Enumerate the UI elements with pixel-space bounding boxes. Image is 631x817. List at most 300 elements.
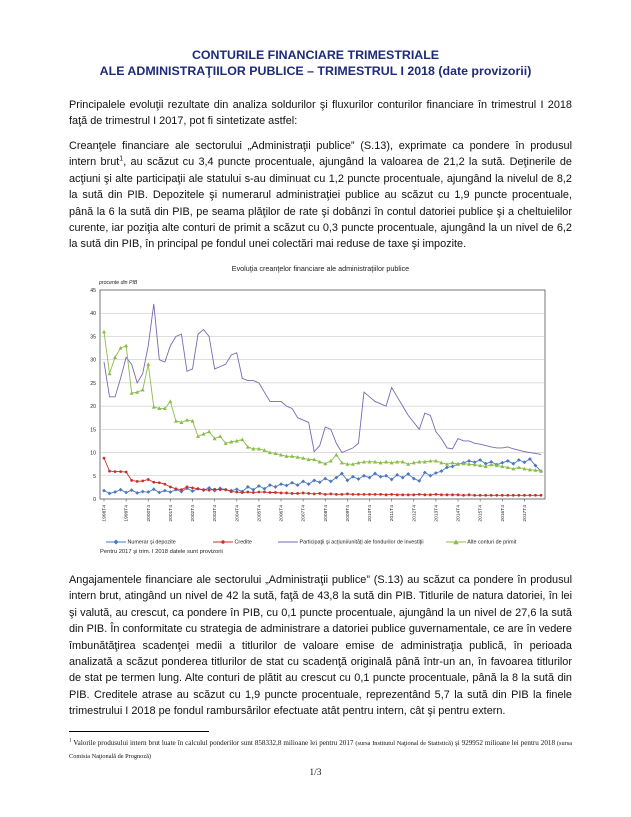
data-point-other bbox=[340, 461, 344, 465]
data-point-other bbox=[345, 462, 349, 466]
data-point-deposits bbox=[395, 473, 399, 477]
data-point-deposits bbox=[263, 487, 267, 491]
data-point-credits bbox=[473, 494, 476, 497]
data-point-credits bbox=[484, 494, 487, 497]
data-point-other bbox=[168, 399, 172, 403]
paragraph-receivables bbox=[69, 138, 572, 253]
data-point-other bbox=[240, 437, 244, 441]
legend-label-deposits: Numerar şi depozite bbox=[127, 539, 176, 546]
data-point-other bbox=[102, 330, 106, 334]
data-point-other bbox=[423, 460, 427, 464]
data-point-credits bbox=[114, 470, 117, 473]
data-point-credits bbox=[263, 491, 266, 494]
data-point-deposits bbox=[462, 461, 466, 465]
data-point-credits bbox=[352, 493, 355, 496]
y-tick-label: 30 bbox=[90, 357, 96, 364]
data-point-other bbox=[141, 388, 145, 392]
data-point-deposits bbox=[290, 481, 294, 485]
data-point-credits bbox=[390, 493, 393, 496]
data-point-other bbox=[207, 430, 211, 434]
data-point-credits bbox=[136, 480, 139, 483]
data-point-deposits bbox=[517, 458, 521, 462]
data-point-credits bbox=[329, 492, 332, 495]
data-point-other bbox=[196, 434, 200, 438]
data-point-deposits bbox=[340, 472, 344, 476]
data-point-deposits bbox=[329, 479, 333, 483]
data-point-other bbox=[506, 465, 510, 469]
data-point-other bbox=[489, 463, 493, 467]
legend-item-deposits bbox=[106, 539, 176, 545]
data-point-deposits bbox=[539, 469, 543, 473]
data-point-credits bbox=[163, 483, 166, 486]
data-point-credits bbox=[412, 493, 415, 496]
data-point-other bbox=[406, 462, 410, 466]
data-point-credits bbox=[274, 491, 277, 494]
data-point-other bbox=[484, 464, 488, 468]
data-point-deposits bbox=[401, 476, 405, 480]
data-point-deposits bbox=[229, 489, 233, 493]
data-point-deposits bbox=[102, 489, 106, 493]
data-point-credits bbox=[219, 488, 222, 491]
data-point-deposits bbox=[163, 489, 167, 493]
data-point-other bbox=[224, 441, 228, 445]
data-point-credits bbox=[418, 493, 421, 496]
data-point-deposits bbox=[141, 490, 145, 494]
data-point-other bbox=[462, 462, 466, 466]
data-point-other bbox=[285, 454, 289, 458]
data-point-deposits bbox=[440, 469, 444, 473]
data-point-credits bbox=[423, 493, 426, 496]
data-point-credits bbox=[152, 481, 155, 484]
x-tick-label: 2008T4 bbox=[323, 505, 329, 522]
data-point-other bbox=[251, 447, 255, 451]
data-point-deposits bbox=[451, 465, 455, 469]
data-point-credits bbox=[396, 493, 399, 496]
data-point-deposits bbox=[489, 460, 493, 464]
legend-swatch-credits bbox=[213, 539, 233, 545]
data-point-other bbox=[191, 419, 195, 423]
x-tick-label: 1998T4 bbox=[102, 505, 108, 522]
data-point-deposits bbox=[434, 471, 438, 475]
x-tick-label: 2012T4 bbox=[412, 505, 418, 522]
data-point-deposits bbox=[191, 489, 195, 493]
data-point-credits bbox=[529, 494, 532, 497]
data-point-deposits bbox=[202, 488, 206, 492]
data-point-other bbox=[528, 468, 532, 472]
data-point-other bbox=[124, 344, 128, 348]
data-point-other bbox=[445, 462, 449, 466]
data-point-deposits bbox=[124, 491, 128, 495]
data-point-other bbox=[533, 468, 537, 472]
data-point-deposits bbox=[334, 476, 338, 480]
data-point-other bbox=[290, 454, 294, 458]
data-point-other bbox=[495, 463, 499, 467]
data-point-credits bbox=[357, 493, 360, 496]
legend-swatch-deposits bbox=[106, 539, 126, 545]
y-tick-label: 5 bbox=[93, 473, 96, 480]
footnote-text-a: Valorile produsului intern brut luate în calculul ponderilor sunt 858332,8 milioane lei pentru 2017 bbox=[73, 739, 356, 747]
data-point-deposits bbox=[113, 490, 117, 494]
data-point-other bbox=[379, 461, 383, 465]
footnote-marker: 1 bbox=[69, 738, 72, 744]
x-tick-label: 2007T4 bbox=[301, 505, 307, 522]
data-point-deposits bbox=[296, 483, 300, 487]
data-point-credits bbox=[324, 493, 327, 496]
data-point-deposits bbox=[456, 462, 460, 466]
x-tick-label: 2011T4 bbox=[390, 505, 396, 522]
legend-swatch-other bbox=[446, 539, 466, 545]
paragraph-receivables-b: , au scăzut cu 3,4 puncte procentuale, ajungând la valoarea de 21,2 la sută. Deţinerile de acţiuni şi alte participaţii ale statului s-au diminuat cu 1,2 puncte procentuale, ajungând la nivelul de 8,2 la sută din PIB. Depozitele şi numerarul administraţiei publice au scăzut cu 1,9 puncte procentuale, până la 6 la sută din PIB, pe seama plăţilor de rate şi dobânzi în contul datoriei publice şi a cheltuielilor curente, iar poziţia alte conturi de primit a scăzut cu 0,3 puncte procentuale, ajungând la un nivel de 6,2 la sută din PIB, în principal pe fondul unei colectări mai reduse de taxe şi impozite. bbox=[69, 156, 572, 251]
data-point-deposits bbox=[379, 475, 383, 479]
data-point-credits bbox=[213, 488, 216, 491]
data-point-other bbox=[373, 460, 377, 464]
footnote-ref: 1 bbox=[119, 155, 124, 163]
data-point-credits bbox=[374, 493, 377, 496]
data-point-deposits bbox=[307, 482, 311, 486]
x-tick-label: 2015T4 bbox=[478, 505, 484, 522]
y-tick-label: 10 bbox=[90, 450, 96, 457]
data-point-credits bbox=[429, 493, 432, 496]
chart-title: Evoluţia creanţelor financiare ale administraţiilor publice bbox=[231, 264, 410, 273]
data-point-other bbox=[356, 461, 360, 465]
data-point-other bbox=[235, 439, 239, 443]
data-point-credits bbox=[158, 481, 161, 484]
y-axis-label: procente din PIB bbox=[99, 280, 138, 286]
data-point-other bbox=[434, 459, 438, 463]
data-point-deposits bbox=[323, 477, 327, 481]
data-point-deposits bbox=[406, 472, 410, 476]
data-point-credits bbox=[495, 494, 498, 497]
data-point-credits bbox=[103, 457, 106, 460]
data-point-other bbox=[312, 457, 316, 461]
data-point-credits bbox=[246, 491, 249, 494]
data-point-deposits bbox=[246, 485, 250, 489]
data-point-deposits bbox=[351, 475, 355, 479]
data-point-other bbox=[323, 462, 327, 466]
data-point-other bbox=[412, 461, 416, 465]
data-point-other bbox=[246, 445, 250, 449]
chart-legend bbox=[100, 539, 560, 547]
data-point-other bbox=[539, 469, 543, 473]
data-point-credits bbox=[197, 487, 200, 490]
data-point-credits bbox=[285, 492, 288, 495]
data-point-other bbox=[262, 448, 266, 452]
data-point-other bbox=[257, 447, 261, 451]
data-point-deposits bbox=[152, 487, 156, 491]
data-point-deposits bbox=[251, 488, 255, 492]
data-point-credits bbox=[457, 493, 460, 496]
x-tick-label: 2005T4 bbox=[257, 505, 263, 522]
data-point-credits bbox=[540, 494, 543, 497]
y-tick-label: 0 bbox=[93, 497, 96, 503]
data-point-credits bbox=[440, 493, 443, 496]
data-point-credits bbox=[379, 493, 382, 496]
data-point-deposits bbox=[368, 476, 372, 480]
data-point-credits bbox=[291, 492, 294, 495]
series-line-deposits bbox=[104, 459, 541, 493]
data-point-deposits bbox=[467, 459, 471, 463]
data-point-deposits bbox=[235, 487, 239, 491]
data-point-deposits bbox=[257, 484, 261, 488]
footnote-divider bbox=[69, 731, 209, 732]
data-point-deposits bbox=[390, 478, 394, 482]
data-point-credits bbox=[313, 492, 316, 495]
data-point-credits bbox=[462, 494, 465, 497]
data-point-deposits bbox=[180, 490, 184, 494]
data-point-deposits bbox=[218, 486, 222, 490]
data-point-other bbox=[108, 372, 112, 376]
x-tick-label: 2004T4 bbox=[235, 505, 241, 522]
data-point-deposits bbox=[174, 488, 178, 492]
data-point-credits bbox=[302, 492, 305, 495]
data-point-deposits bbox=[484, 462, 488, 466]
data-point-credits bbox=[296, 492, 299, 495]
data-point-other bbox=[439, 461, 443, 465]
data-point-other bbox=[157, 406, 161, 410]
y-tick-label: 20 bbox=[90, 404, 96, 411]
x-tick-label: 2010T4 bbox=[368, 505, 374, 522]
series-line-other bbox=[104, 332, 541, 471]
data-point-credits bbox=[446, 493, 449, 496]
x-tick-label: 2016T4 bbox=[500, 504, 506, 522]
data-point-credits bbox=[451, 493, 454, 496]
footnote-text-b: şi 929952 milioane lei pentru 2018 bbox=[453, 739, 557, 747]
data-point-other bbox=[478, 463, 482, 467]
data-point-credits bbox=[517, 494, 520, 497]
data-point-deposits bbox=[412, 477, 416, 481]
data-point-credits bbox=[407, 493, 410, 496]
data-point-other bbox=[517, 465, 521, 469]
data-point-credits bbox=[269, 491, 272, 494]
data-point-deposits bbox=[279, 482, 283, 486]
data-point-credits bbox=[368, 493, 371, 496]
data-point-deposits bbox=[345, 479, 349, 483]
data-point-deposits bbox=[168, 490, 172, 494]
data-point-other bbox=[401, 460, 405, 464]
data-point-credits bbox=[523, 494, 526, 497]
x-tick-label: 2009T4 bbox=[345, 505, 351, 522]
data-point-deposits bbox=[240, 490, 244, 494]
data-point-other bbox=[334, 453, 338, 457]
data-point-credits bbox=[147, 478, 150, 481]
series-line-credits bbox=[104, 458, 541, 495]
data-point-credits bbox=[385, 493, 388, 496]
data-point-credits bbox=[468, 493, 471, 496]
data-point-credits bbox=[434, 493, 437, 496]
data-point-deposits bbox=[196, 487, 200, 491]
legend-item-other bbox=[446, 539, 516, 545]
x-tick-label: 2003T4 bbox=[213, 505, 219, 522]
legend-item-credits bbox=[213, 539, 252, 545]
legend-label-other: Alte conturi de primit bbox=[467, 539, 517, 546]
data-point-credits bbox=[340, 493, 343, 496]
data-point-deposits bbox=[523, 460, 527, 464]
data-point-deposits bbox=[146, 490, 150, 494]
data-point-other bbox=[119, 346, 123, 350]
data-point-deposits bbox=[357, 477, 361, 481]
data-point-other bbox=[522, 467, 526, 471]
data-point-deposits bbox=[119, 488, 123, 492]
data-point-deposits bbox=[318, 480, 322, 484]
data-point-other bbox=[113, 355, 117, 359]
y-tick-label: 45 bbox=[90, 288, 96, 294]
data-point-deposits bbox=[213, 489, 217, 493]
data-point-deposits bbox=[384, 474, 388, 478]
footnote-source-cnp: (sursa Comisia Naţională de Prognoză) bbox=[69, 740, 572, 760]
data-point-other bbox=[417, 460, 421, 464]
data-point-other bbox=[174, 419, 178, 423]
data-point-credits bbox=[180, 488, 183, 491]
data-point-deposits bbox=[130, 488, 134, 492]
data-point-credits bbox=[534, 494, 537, 497]
legend-label-shares: Participaţii şi acţiuni/unităţi ale fondurilor de investiţii bbox=[299, 539, 424, 546]
data-point-deposits bbox=[423, 471, 427, 475]
data-point-other bbox=[296, 455, 300, 459]
data-point-deposits bbox=[495, 463, 499, 467]
data-point-deposits bbox=[224, 488, 228, 492]
footnote-source-ins: (sursa Institutul Naţional de Statistică) bbox=[355, 740, 454, 747]
data-point-other bbox=[185, 418, 189, 422]
data-point-credits bbox=[202, 488, 205, 491]
data-point-other bbox=[301, 456, 305, 460]
y-tick-label: 35 bbox=[90, 334, 96, 341]
legend-swatch-shares bbox=[278, 539, 298, 545]
x-tick-label: 2002T4 bbox=[191, 505, 197, 522]
data-point-deposits bbox=[185, 486, 189, 490]
data-point-deposits bbox=[157, 491, 161, 495]
data-point-other bbox=[279, 453, 283, 457]
data-point-other bbox=[318, 460, 322, 464]
data-point-credits bbox=[208, 489, 211, 492]
data-point-other bbox=[390, 461, 394, 465]
data-point-credits bbox=[224, 488, 227, 491]
data-point-deposits bbox=[445, 466, 449, 470]
x-tick-label: 2001T4 bbox=[168, 505, 174, 522]
data-point-other bbox=[213, 437, 217, 441]
data-point-deposits bbox=[373, 472, 377, 476]
data-point-other bbox=[307, 457, 311, 461]
title-line-2: ALE ADMINISTRAŢIILOR PUBLICE – TRIMESTRUL I 2018 (date provizorii) bbox=[99, 64, 532, 78]
data-point-credits bbox=[130, 479, 133, 482]
data-point-deposits bbox=[268, 483, 272, 487]
data-point-other bbox=[450, 461, 454, 465]
data-point-deposits bbox=[108, 492, 112, 496]
intro-paragraph: Principalele evoluţii rezultate din analiza soldurilor şi fluxurilor conturilor financiare în trimestrul I 2018 faţă de trimestrul I 2017, pot fi sintetizate astfel: bbox=[69, 99, 572, 128]
data-point-credits bbox=[363, 493, 366, 496]
document-title bbox=[0, 47, 631, 79]
y-tick-label: 15 bbox=[90, 427, 96, 434]
x-tick-label: 2017T4 bbox=[522, 505, 528, 522]
data-point-other bbox=[511, 467, 515, 471]
data-point-other bbox=[428, 459, 432, 463]
data-point-other bbox=[473, 463, 477, 467]
data-point-credits bbox=[335, 493, 338, 496]
data-point-other bbox=[329, 459, 333, 463]
data-point-other bbox=[268, 450, 272, 454]
data-point-other bbox=[179, 420, 183, 424]
data-point-deposits bbox=[500, 461, 504, 465]
data-point-deposits bbox=[478, 458, 482, 462]
page-number: 1/3 bbox=[309, 768, 322, 778]
data-point-deposits bbox=[362, 474, 366, 478]
data-point-deposits bbox=[285, 484, 289, 488]
data-point-other bbox=[500, 464, 504, 468]
data-point-other bbox=[467, 462, 471, 466]
data-point-credits bbox=[318, 492, 321, 495]
data-point-other bbox=[163, 406, 167, 410]
data-point-other bbox=[273, 451, 277, 455]
plot-area bbox=[100, 290, 545, 499]
data-point-deposits bbox=[135, 491, 139, 495]
data-point-credits bbox=[169, 486, 172, 489]
title-line-1: CONTURILE FINANCIARE TRIMESTRIALE bbox=[191, 48, 440, 62]
footnote bbox=[69, 737, 572, 763]
data-point-credits bbox=[506, 494, 509, 497]
data-point-credits bbox=[235, 491, 238, 494]
x-tick-label: 2014T4 bbox=[456, 505, 462, 522]
data-point-credits bbox=[252, 491, 255, 494]
data-point-credits bbox=[346, 492, 349, 495]
data-point-deposits bbox=[417, 479, 421, 483]
series-line-shares bbox=[104, 304, 541, 454]
data-point-credits bbox=[512, 494, 515, 497]
x-tick-label: 1999T4 bbox=[124, 505, 130, 522]
data-point-credits bbox=[191, 486, 194, 489]
data-point-deposits bbox=[207, 486, 211, 490]
y-tick-label: 25 bbox=[90, 380, 96, 387]
data-point-other bbox=[395, 460, 399, 464]
data-point-credits bbox=[141, 479, 144, 482]
data-point-credits bbox=[108, 470, 111, 473]
legend-label-credits: Credite bbox=[234, 539, 252, 546]
data-point-other bbox=[202, 432, 206, 436]
data-point-credits bbox=[307, 492, 310, 495]
data-point-credits bbox=[119, 470, 122, 473]
data-point-credits bbox=[479, 494, 482, 497]
data-point-credits bbox=[230, 490, 233, 493]
data-point-deposits bbox=[301, 479, 305, 483]
legend-item-shares bbox=[278, 539, 424, 545]
data-point-other bbox=[456, 462, 460, 466]
data-point-credits bbox=[280, 492, 283, 495]
data-point-other bbox=[130, 391, 134, 395]
paragraph-liabilities: Angajamentele financiare ale sectorului „Administraţii publice” (S.13) au scăzut ca pondere în produsul intern brut, atingând un nivel de 42 la sută, faţă de 43,8 la sută din PIB. Titlurile de natura datoriei, în lei şi valută, au crescut, ca pondere în PIB, cu 0,1 puncte procentuale, ajungând la un nivel de 27,6 la sută din PIB. În conformitate cu strategia de administrare a datoriei publice guvernamentale, ce are în vedere îmbunătăţirea scadenţei medii a titlurilor de valoare emise de administraţia publică, în perioada analizată a scăzut ponderea titlurilor de stat cu scadenţă originală până într-un an, în favoarea titlurilor de stat pe termen lung. Alte conturi de plătit au crescut cu 0,1 puncte procentuale, până la 8 la sută din PIB. Creditele atrase au scăzut cu 1,9 puncte procentuale, reprezentând 5,7 la sută din PIB la finele trimestrului I 2018 pe fondul rambursărilor efectuate atât pentru intern, cât şi pentru extern. bbox=[69, 574, 572, 718]
data-point-other bbox=[384, 460, 388, 464]
x-tick-label: 2013T4 bbox=[434, 505, 440, 522]
data-point-other bbox=[152, 405, 156, 409]
data-point-other bbox=[135, 390, 139, 394]
data-point-other bbox=[362, 460, 366, 464]
data-point-deposits bbox=[312, 479, 316, 483]
data-point-credits bbox=[257, 491, 260, 494]
y-tick-label: 40 bbox=[90, 311, 96, 318]
data-point-other bbox=[351, 462, 355, 466]
data-point-deposits bbox=[473, 460, 477, 464]
data-point-credits bbox=[125, 471, 128, 474]
data-point-deposits bbox=[534, 464, 538, 468]
data-point-credits bbox=[175, 487, 178, 490]
data-point-other bbox=[218, 434, 222, 438]
data-point-deposits bbox=[528, 457, 532, 461]
data-point-other bbox=[229, 440, 233, 444]
data-point-credits bbox=[501, 494, 504, 497]
data-point-deposits bbox=[274, 485, 278, 489]
x-tick-label: 2000T4 bbox=[146, 505, 152, 522]
chart-note: Pentru 2017 şi trim. I 2018 datele sunt provizorii bbox=[100, 549, 223, 555]
data-point-credits bbox=[186, 486, 189, 489]
data-point-other bbox=[368, 460, 372, 464]
data-point-deposits bbox=[511, 462, 515, 466]
